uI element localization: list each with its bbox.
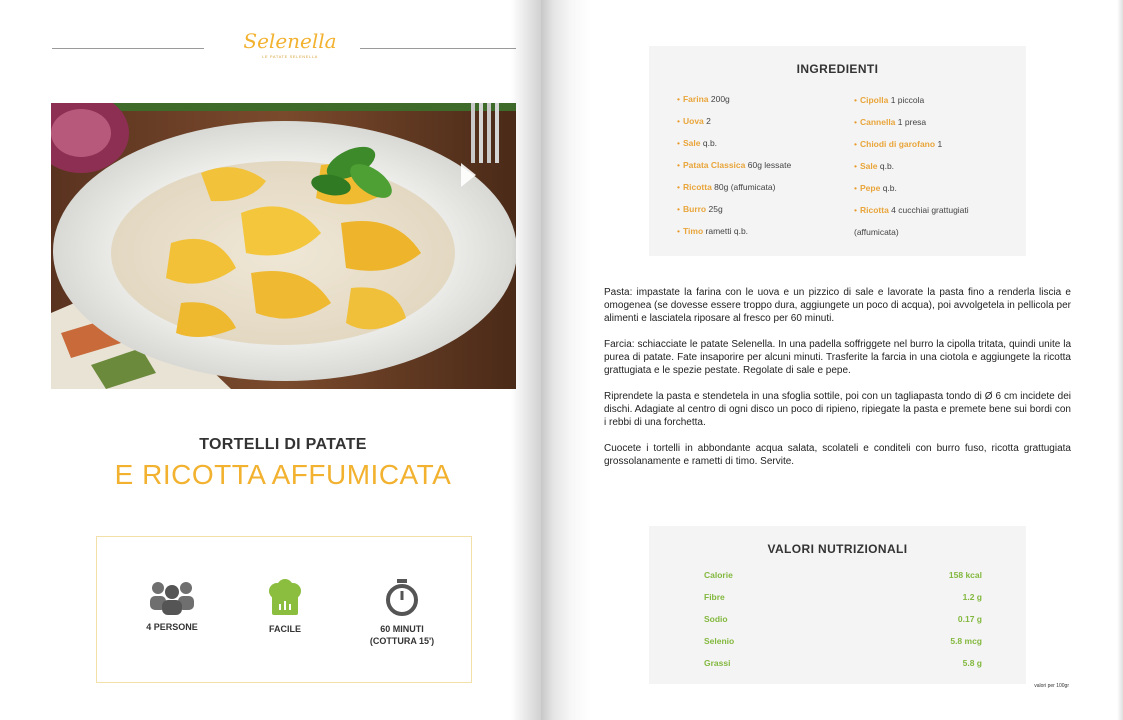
instruction-paragraph: Riprendete la pasta e stendetela in una sfoglia sottile, poi con un tagliapasta tondo di Ø 6 cm incidete dei dischi. Adagiate al centro di ogni disco un poco di ripieno, ripiegate la pasta e premete bene sui bordi con i rebbi di una forchetta. [604, 391, 1071, 428]
ingredient-qty: (affumicata) [854, 227, 899, 237]
ingredient-name: Ricotta [859, 205, 889, 215]
nutrient-name: Calorie [704, 570, 733, 580]
ingredient-name: Timo [682, 226, 704, 236]
nutrient-name: Sodio [704, 614, 728, 624]
dish-photo [51, 103, 516, 389]
left-page [0, 0, 541, 720]
ingredient-qty: rametti q.b. [705, 226, 749, 236]
servings-label: 4 PERSONE [146, 622, 198, 632]
ingredient-name: Chiodi di garofano [859, 139, 936, 149]
ingredient-qty: 1 piccola [890, 95, 925, 105]
ingredients-title: INGREDIENTI [796, 62, 879, 76]
difficulty-info [230, 579, 340, 635]
ingredient-item: • Ricotta 4 cucchiai grattugiati [854, 205, 969, 215]
nutrient-name: Selenio [704, 636, 735, 646]
ingredient-name: Ricotta [682, 182, 712, 192]
time-info [347, 579, 457, 647]
brand-tagline: LE PATATE SELENELLA [262, 54, 318, 59]
nutrition-row [704, 636, 982, 654]
recipe-title-line2: E RICOTTA AFFUMICATA [114, 459, 452, 490]
ingredients-box [649, 46, 1026, 256]
ingredients-col-1 [677, 88, 791, 242]
nutrition-row [704, 658, 982, 676]
time-label: 60 MINUTI [380, 624, 424, 634]
recipe-info-box [96, 536, 472, 683]
ingredient-name: Pepe [859, 183, 881, 193]
ingredient-item: • Timo rametti q.b. [677, 226, 749, 236]
ingredient-item: • Chiodi di garofano 1 [854, 139, 943, 149]
ingredient-item: • Cipolla 1 piccola [854, 95, 925, 105]
ingredient-item: • Uova 2 [677, 116, 711, 126]
cooking-time-label: (COTTURA 15') [369, 636, 435, 646]
nutrition-row [704, 592, 982, 610]
recipe-title-line1: TORTELLI DI PATATE [199, 436, 367, 453]
ingredient-name: Uova [682, 116, 704, 126]
ingredient-qty: 25g [708, 204, 723, 214]
instruction-paragraph: Cuocete i tortelli in abbondante acqua salata, scolateli e conditeli con burro fuso, ricotta grattugiata grossolanamente e rametti di timo. Servite. [604, 443, 1071, 467]
nutrition-title: VALORI NUTRIZIONALI [767, 542, 908, 556]
ingredient-qty: 1 presa [897, 117, 927, 127]
recipe-instructions [604, 286, 1071, 481]
ingredient-qty: 60g lessate [747, 160, 792, 170]
instruction-paragraph: Pasta: impastate la farina con le uova e un pizzico di sale e lavorate la pasta fino a renderla liscia e omogenea (se dovesse essere troppo dura, aggiungete un poco di acqua), poi avvolgetela in pellicola per alimenti e lasciatela riposare al fresco per 60 minuti. [604, 287, 1071, 324]
ingredient-item: • Cannella 1 presa [854, 117, 927, 127]
difficulty-label: FACILE [268, 624, 301, 634]
ingredient-name: Sale [859, 161, 878, 171]
header-divider-right [360, 48, 516, 49]
nutrition-box [649, 526, 1026, 684]
ingredient-qty: 1 [937, 139, 943, 149]
ingredient-item-continuation [854, 221, 969, 243]
ingredient-qty: 2 [706, 116, 711, 126]
instruction-paragraph: Farcia: schiacciate le patate Selenella. In una padella soffriggete nel burro la cipolla tritata, quindi unite la purea di patate. Fate insaporire per alcuni minuti. Trasferite la farcia in una ciotola e aggiungete la ricotta grattugiata e le spezie pestate. Regolate di sale e pepe. [604, 339, 1071, 376]
ingredient-name: Sale [682, 138, 701, 148]
nutrient-value: 0.17 g [957, 614, 982, 624]
ingredient-name: Patata Classica [682, 160, 746, 170]
nutrient-name: Fibre [704, 592, 725, 602]
ingredient-name: Cipolla [859, 95, 889, 105]
ingredient-item: • Sale q.b. [677, 138, 718, 148]
nutrient-value: 5.8 g [962, 658, 982, 668]
nutrition-note: valori per 100gr [1034, 683, 1069, 689]
nutrient-value: 158 kcal [948, 570, 982, 580]
nutrient-value: 1.2 g [962, 592, 982, 602]
brand-logo [240, 30, 340, 59]
brand-name: Selenella [243, 29, 337, 53]
ingredient-item: • Farina 200g [677, 94, 730, 104]
stopwatch-icon [384, 579, 420, 617]
ingredient-item: • Pepe q.b. [854, 183, 897, 193]
ingredient-qty: q.b. [879, 161, 895, 171]
people-icon [149, 579, 195, 615]
ingredient-qty: q.b. [702, 138, 718, 148]
nutrient-name: Grassi [704, 658, 731, 668]
ingredient-item: • Sale q.b. [854, 161, 895, 171]
ingredient-qty: 200g [710, 94, 730, 104]
ingredient-item: • Ricotta 80g (affumicata) [677, 182, 776, 192]
ingredient-name: Farina [682, 94, 709, 104]
chef-hat-icon [268, 579, 302, 617]
header-divider-left [52, 48, 204, 49]
ingredient-qty: 4 cucchiai grattugiati [891, 205, 969, 215]
ingredient-name: Burro [682, 204, 707, 214]
ingredient-item: • Patata Classica 60g lessate [677, 160, 792, 170]
right-page [541, 0, 1123, 720]
ingredients-col-2 [854, 89, 969, 243]
ingredient-qty: q.b. [882, 183, 897, 193]
ingredient-item: • Burro 25g [677, 204, 723, 214]
ingredient-qty: 80g (affumicata) [714, 182, 776, 192]
nutrition-row [704, 570, 982, 588]
ingredient-name: Cannella [859, 117, 896, 127]
nutrition-row [704, 614, 982, 632]
nutrient-value: 5.8 mcg [950, 636, 982, 646]
servings-info [117, 579, 227, 633]
